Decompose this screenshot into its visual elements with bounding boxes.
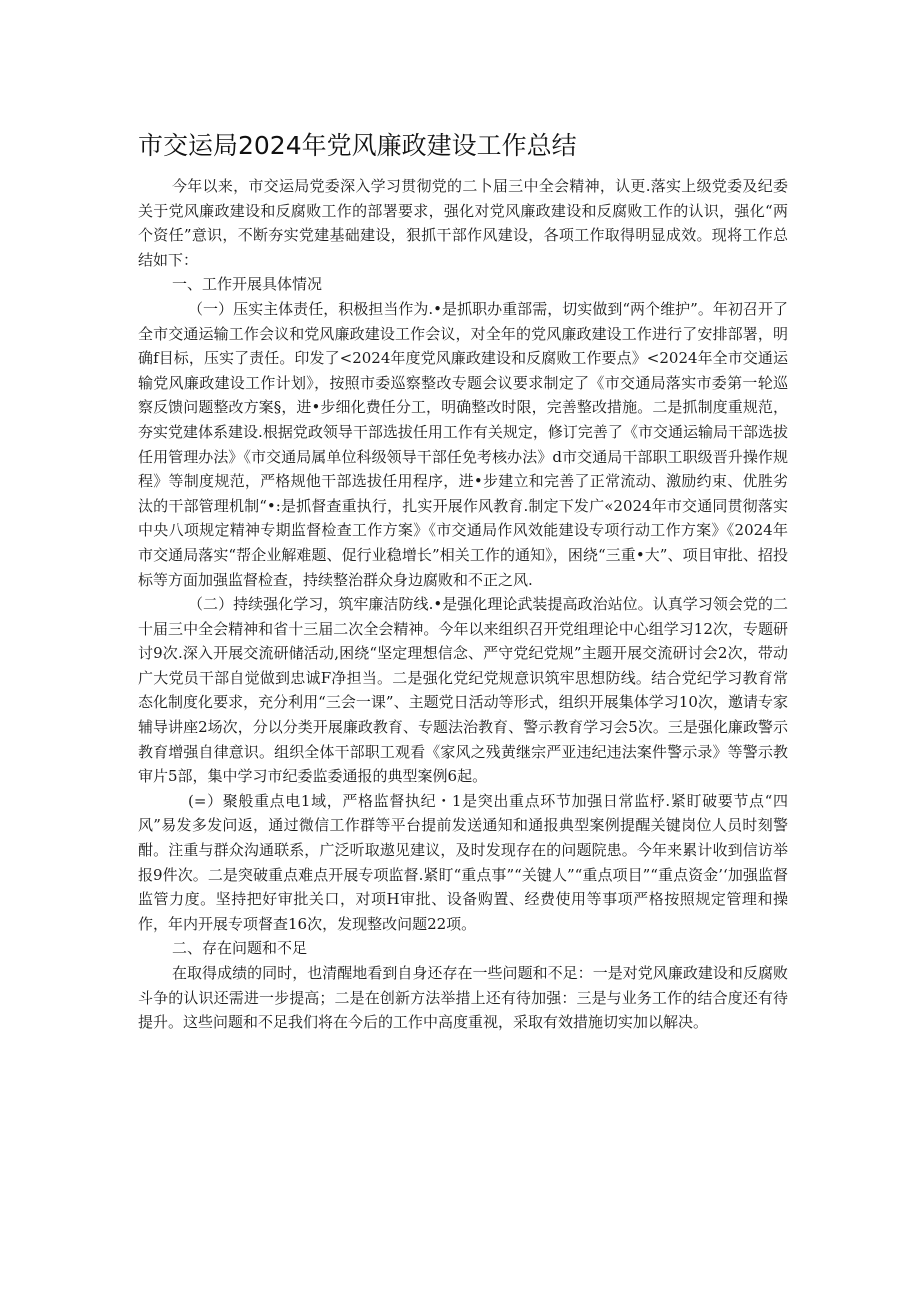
section-heading-1: 一、工作开展具体情况	[172, 275, 323, 294]
subsection-paragraph-1: （一）压实主体责任，积极担当作为.•是抓职办重部需，切实做到“两个维护”。年初召开了全市交通运输工作会议和党风廉政建设工作会议，对全年的党风廉政建设工作进行了安排部署，明确f目标，压实了责任。印发了<2024年度党风廉政建设和反腐败工作要点》<2024年全市交通运输党风廉政建设工作计划》，按照市委巡察整改专题会议要求制定了《市交通局落实市委第一轮巡察反馈问题整改方案§，进•步细化费任分工，明确整改时限，完善整改措施。二是抓制度重规范，夯实党建体系建设.根据党政领导干部选拔任用工作有关规定，修订完善了《市交通运输局干部选拔任用管理办法》《市交通局属单位科级领导干部任免考核办法》d市交通局干部职工职级晋升操作规程》等制度规范，严格规他干部选拔任用程序，进•步建立和完善了正常流动、激励约束、优胜劣汰的干部管理机制“•:是抓督查重执行，扎实开展作风教育.制定下发广«2024年市交通同贯彻落实中央八项规定精神专期监督检查工作方案》《市交通局作风效能建设专项行动工作方案》《2024年市交通局落实“帮企业解难题、促行业稳增长”相关工作的通知》，困绕“三重•大”、项目审批、招投标等方面加强监督检查，持续整治群众身边腐败和不正之风.	[138, 299, 788, 589]
document-body	[138, 174, 788, 1035]
subsection-paragraph-2: （二）持续强化学习，筑牢廉洁防线.•是强化理论武装提高政治站位。认真学习领会党的二十届三中全会精神和省十三届二次全会精神。今年以来组织召开党组理论中心组学习12次，专题研讨9次.深入开展交流研储活动,困绕“坚定理想信念、严守党纪党规”主题开展交流研讨会2次，带动广大党员干部自觉做到忠诚F净担当。二是强化党纪党规意识筑牢思想防线。结合党纪学习教育常态化制度化要求，充分利用“三会一课”、主题党日活动等形式，组织开展集体学习10次，邀请专家辅导讲座2场次，分以分类开展廉政教育、专题法治教育、警示教育学习会5次。三是强化廉政警示教育增强自律意识。组织全体干部职工观看《家风之残黄继宗严亚违纪违法案件警示录》等警示教审片5部，集中学习市纪委监委通报的典型案例6起。	[138, 595, 788, 786]
subsection-paragraph-3: (=）聚般重点电1域，严格监督执纪・1是突出重点环节加强日常监杼.紧盯破要节点“四风”易发多发问返，通过微信工作群等平台提前发送通知和通报典型案例提醒关键岗位人员时刻警酣。注重与群众沟通联系，广泛听取遨见建议，及时发现存在的问题院患。今年来累计收到信访举报9件次。二是突破重点难点开展专项监督.紧盯“重点事”“关键人”“重点项目”“重点资金’‘加强监督监管力度。坚持把好审批关口，对项H审批、设备购置、经费使用等事项严格按照规定管理和操作，年内开展专项督查16次，发现整改问题22项。	[138, 791, 788, 933]
intro-paragraph: 今年以来，市交运局党委深入学习贯彻党的二卜届三中全会精神，认更.落实上级党委及纪委关于党风廉政建设和反腐败工作的部署要求，强化对党风廉政建设和反腐败工作的认识，强化“两个资任”意识，不断夯实党建基础建设，狠抓干部作风建设，各项工作取得明显成效。现将工作总结如下：	[138, 177, 788, 269]
problems-paragraph: 在取得成绩的同时，也清醒地看到自身还存在一些问题和不足：一是对党风廉政建设和反腐败斗争的认识还需进一步提高；二是在创新方法举措上还有待加强：三是与业务工作的结合度还有待提升。这些问题和不足我们将在今后的工作中高度重视，采取有效措施切实加以解决。	[138, 964, 788, 1032]
section-heading-2: 二、存在问题和不足	[172, 939, 308, 958]
document-title: 市交运局2024年党风廉政建设工作总结	[138, 131, 577, 160]
